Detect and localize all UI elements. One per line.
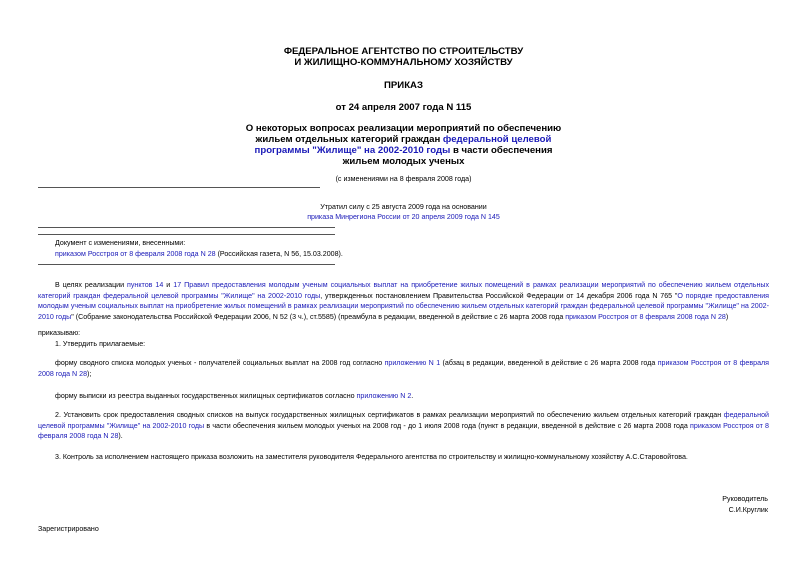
item-text: в части обеспечения жильем молодых ученых на 2008 год - до 1 июля 2008 года (пункт в редакции, введенной в действие с 26 марта 2008 года <box>204 421 691 430</box>
item-2-paragraph <box>38 410 769 442</box>
preamble-paragraph <box>38 280 769 322</box>
signature-name: С.И.Круглик <box>728 506 768 514</box>
item-text: ). <box>118 432 123 440</box>
item-text: (абзац в редакции, введенной в действие с 26 марта 2008 года <box>440 359 658 367</box>
agency-name-line2: И ЖИЛИЩНО-КОММУНАЛЬНОМУ ХОЗЯЙСТВУ <box>294 57 513 68</box>
title-text: жильем отдельных категорий граждан <box>255 134 443 145</box>
title-program-link-2[interactable]: программы "Жилище" на 2002-2010 годы <box>254 145 451 156</box>
amended-doc-ref <box>55 249 343 259</box>
item-text: . <box>411 392 414 400</box>
rosstroy-order-link[interactable]: приказом Росстроя от 8 февраля 2008 года N 28 <box>38 359 769 378</box>
appendix-1-link[interactable]: приложению N 1 <box>384 359 441 367</box>
signature-title: Руководитель <box>722 495 768 503</box>
preamble-text: и <box>163 281 174 289</box>
appendix-2-link[interactable]: приложению N 2 <box>356 392 412 400</box>
doc-title-line4: жильем молодых ученых <box>342 156 465 167</box>
item-text: ); <box>87 369 92 378</box>
program-link[interactable]: федеральной целевой программы "Жилище" на 2002-2010 годы <box>38 411 769 430</box>
orders-label: приказываю: <box>38 329 81 337</box>
rosstroy-order-link[interactable]: приказом Росстроя от 8 февраля 2008 года N 28 <box>38 421 769 440</box>
amended-doc-link[interactable]: приказом Росстроя от 8 февраля 2008 года N 28 <box>55 250 216 258</box>
item-text: 2. Установить срок предоставления сводных списков на выпуск государственных жилищных сертификатов в рамках реализации мероприятий по обеспечению жильем отдельных категорий граждан <box>55 411 724 419</box>
rules-link-p14[interactable]: пунктов 14 <box>127 281 164 289</box>
doc-title-line3 <box>0 145 807 156</box>
amended-doc-label: Документ с изменениями, внесенными: <box>55 239 186 247</box>
item-1b-paragraph <box>38 391 769 402</box>
item-text: форму выписки из реестра выданных государственных жилищных сертификатов согласно <box>55 392 357 400</box>
item-1a-paragraph <box>38 358 769 379</box>
preamble-text: В целях реализации <box>55 281 128 289</box>
preamble-text: " (Собрание законодательства Российской Федерации 2006, N 52 (3 ч.), ст.5585) (преамбула в редакции, введенной в действие с 26 марта 2008 года <box>71 312 566 321</box>
amendments-note: (с изменениями на 8 февраля 2008 года) <box>335 175 472 183</box>
resolution-link[interactable]: О порядке предоставления молодым ученым социальных выплат на приобретение жилых помещений в рамках реализации мероприятий по обеспечению жильем отдельных категорий граждан федеральной целевой программы "Жилище" на 2002-2010 годы <box>38 291 770 321</box>
divider <box>38 234 335 235</box>
item-1: 1. Утвердить прилагаемые: <box>55 340 146 348</box>
amended-doc-source: (Российская газета, N 56, 15.03.2008). <box>215 250 343 258</box>
divider <box>38 187 320 188</box>
doc-title-line2 <box>0 134 807 145</box>
registered-label: Зарегистрировано <box>38 525 99 533</box>
lost-force-link[interactable]: приказа Минрегиона России от 20 апреля 2009 года N 145 <box>307 213 500 221</box>
item-text: форму сводного списка молодых ученых - получателей социальных выплат на 2008 год согласно <box>55 359 385 367</box>
divider <box>38 264 335 265</box>
preamble-text: ) <box>725 312 729 321</box>
rosstroy-order-link[interactable]: приказом Росстроя от 8 февраля 2008 года N 28 <box>565 312 726 321</box>
title-program-link[interactable]: федеральной целевой <box>442 134 552 145</box>
rules-link-p17[interactable]: 17 Правил предоставления молодым ученым социальных выплат на приобретение жилых помещений в рамках реализации мероприятий по обеспечению жильем отдельных категорий граждан федеральной целевой программы "Жилище" на 2002-2010 годы <box>38 281 770 300</box>
preamble-text: , утвержденных постановлением Правительства Российской Федерации от 14 декабря 2006 года N 765 " <box>320 291 678 300</box>
doc-title-line1: О некоторых вопросах реализации мероприятий по обеспечению <box>245 123 562 134</box>
agency-name-line1: ФЕДЕРАЛЬНОЕ АГЕНТСТВО ПО СТРОИТЕЛЬСТВУ <box>283 46 524 57</box>
doc-date-number: от 24 апреля 2007 года N 115 <box>335 102 472 113</box>
lost-force-text: Утратил силу с 25 августа 2009 года на основании <box>320 203 487 211</box>
item-3-paragraph: 3. Контроль за исполнением настоящего приказа возложить на заместителя руководителя Федерального агентства по строительству и жилищно-коммунальному хозяйству А.С.Старовойтова. <box>55 453 688 461</box>
title-text: в части обеспечения <box>450 145 553 156</box>
divider <box>38 227 335 228</box>
doc-type: ПРИКАЗ <box>384 80 423 91</box>
